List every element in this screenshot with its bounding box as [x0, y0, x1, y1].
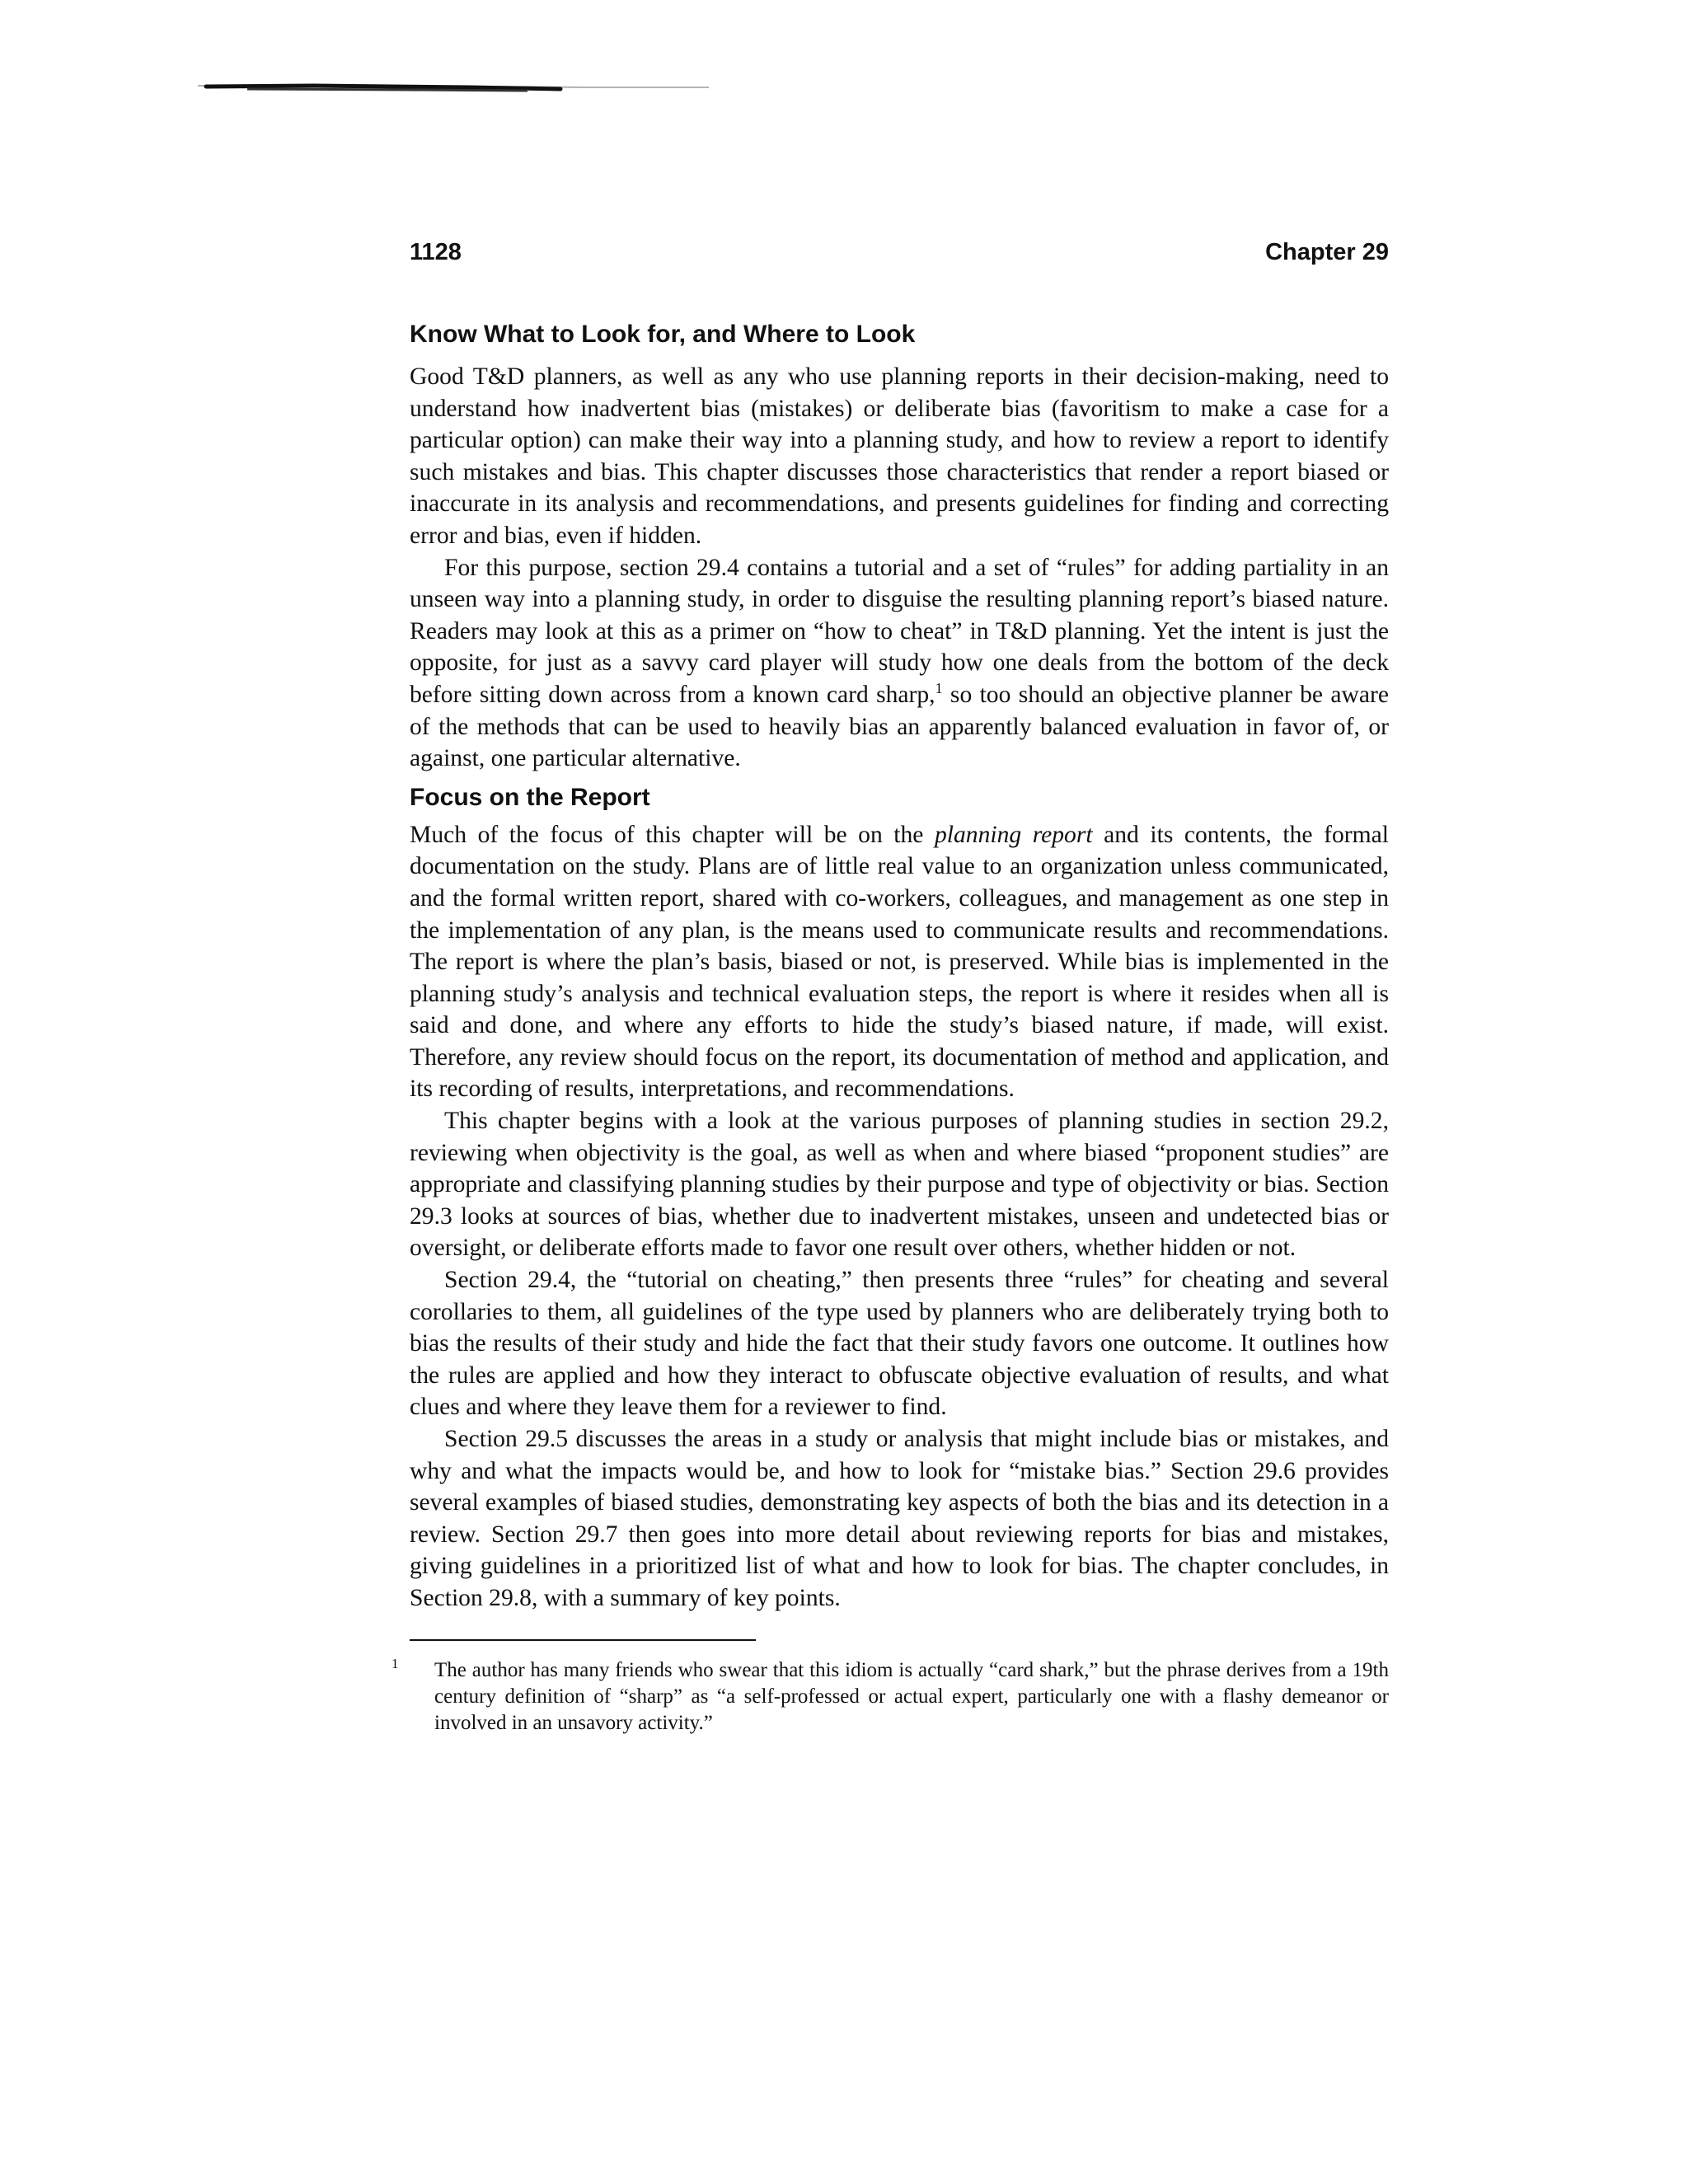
paragraph-with-footnote-ref: [410, 552, 1389, 775]
paragraph-text: and its contents, the formal documentation on the study. Plans are of little real value to an organization unless communicated, and the formal written report, shared with co-workers, colleagues, and management as one step in the implementation of any plan, is the means used to communicate results and recommendations. The report is where the plan’s basis, biased or not, is preserved. While bias is implemented in the planning study’s analysis and technical evaluation steps, the report is where it resides when all is said and done, and where any efforts to hide the study’s biased nature, if made, will exist. Therefore, any review should focus on the report, its documentation of method and application, and its recording of results, interpretations, and recommendations.: [410, 821, 1389, 1103]
italic-term: planning report: [934, 821, 1093, 848]
page-number: 1128: [410, 239, 462, 265]
footnote-divider: [410, 1639, 756, 1641]
paragraph-text: Much of the focus of this chapter will be on the: [410, 821, 935, 848]
book-page: [392, 239, 1389, 1736]
scan-artifact-line: [198, 82, 709, 94]
footnote: [392, 1655, 1389, 1736]
paragraph-text: so too should an objective planner be aware of the methods that can be used to heavily bias an apparently balanced evaluation in favor of, or against, one particular alternative.: [410, 681, 1389, 772]
paragraph: [410, 819, 1389, 1105]
running-header: [410, 239, 1389, 272]
section-heading-focus-on-the-report: Focus on the Report: [410, 783, 650, 811]
footnote-reference: 1: [935, 679, 943, 696]
section-heading-know-what-to-look-for: Know What to Look for, and Where to Look: [410, 321, 916, 348]
paragraph: This chapter begins with a look at the various purposes of planning studies in section 29.2, reviewing when objectivity is the goal, as well as when and where biased “proponent studies” are appropriate and classifying planning studies by their purpose and type of objectivity or bias. Section 29.3 looks at sources of bias, whether due to inadvertent mistakes, unseen and undetected bias or oversight, or deliberate efforts made to favor one result over others, whether hidden or not.: [410, 1108, 1389, 1262]
chapter-label: Chapter 29: [1265, 239, 1389, 265]
footnote-text: The author has many friends who swear that this idiom is actually “card shark,” but the phrase derives from a 19th century definition of “sharp” as “a self-professed or actual expert, particularly one with a flashy demeanor or involved in an unsavory activity.”: [434, 1658, 1389, 1734]
paragraph: Good T&D planners, as well as any who use planning reports in their decision-making, need to understand how inadvertent bias (mistakes) or deliberate bias (favoritism to make a case for a particular option) can make their way into a planning study, and how to review a report to identify such mistakes and bias. This chapter discusses those characteristics that render a report biased or inaccurate in its analysis and recommendations, and presents guidelines for finding and correcting error and bias, even if hidden.: [410, 363, 1389, 549]
paragraph: Section 29.5 discusses the areas in a study or analysis that might include bias or mistakes, and why and what the impacts would be, and how to look for “mistake bias.” Section 29.6 provides several examples of biased studies, demonstrating key aspects of both the bias and its detection in a review. Section 29.7 then goes into more detail about reviewing reports for bias and mistakes, giving guidelines in a prioritized list of what and how to look for bias. The chapter concludes, in Section 29.8, with a summary of key points.: [410, 1426, 1389, 1611]
footnote-marker: 1: [392, 1655, 399, 1671]
paragraph: Section 29.4, the “tutorial on cheating,” then presents three “rules” for cheating and several corollaries to them, all guidelines of the type used by planners who are deliberately trying both to bias the results of their study and hide the fact that their study favors one outcome. It outlines how the rules are applied and how they interact to obfuscate objective evaluation of results, and what clues and where they leave them for a reviewer to find.: [410, 1267, 1389, 1421]
paragraph-text: For this purpose, section 29.4 contains a tutorial and a set of “rules” for adding partiality in an unseen way into a planning study, in order to disguise the resulting planning report’s biased nature. Readers may look at this as a primer on “how to cheat” in T&D planning. Yet the intent is just the opposite, for just as a savvy card player will study how one deals from the bottom of the deck before sitting down across from a known card sharp,: [410, 554, 1389, 708]
